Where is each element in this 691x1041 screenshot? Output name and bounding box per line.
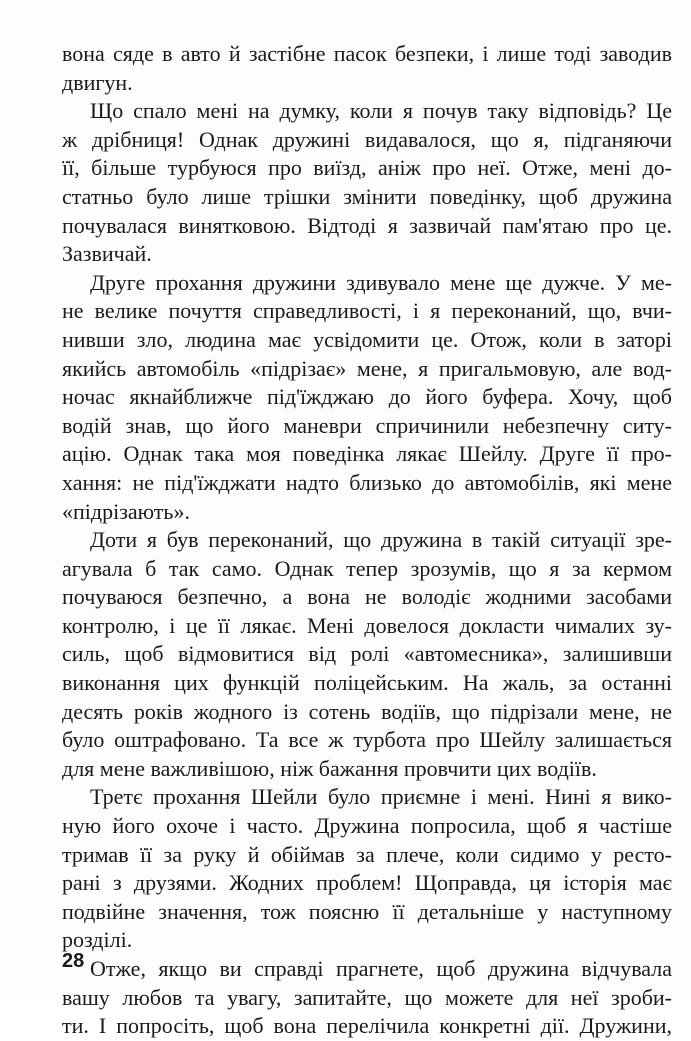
text-line: почувалася винятковою. Відтоді я зазвичай пам'ятаю про це. — [62, 212, 672, 238]
text-line: десять років жодного із сотень водіїв, що підрізали мене, не — [62, 698, 672, 724]
text-line: водій знав, що його маневри спричинили небезпечну ситу- — [62, 412, 672, 438]
text-line: вашу любов та увагу, запитайте, що можете для неї зроби- — [62, 984, 672, 1010]
text-line: не велике почуття справедливості, і я переконаний, що, вчи- — [62, 298, 672, 324]
text-line: виконання цих функцій поліцейським. На жаль, за останні — [62, 670, 672, 696]
text-line: подвійне значення, тож поясню її детальніше у наступному — [62, 898, 672, 924]
text-line: двигун. — [62, 69, 133, 95]
text-line: якийсь автомобіль «підрізає» мене, я пригальмовую, але вод- — [62, 355, 672, 381]
text-line: Отже, якщо ви справді прагнете, щоб дружина відчувала — [90, 956, 672, 981]
text-line: ную його охоче і часто. Дружина попросила, щоб я частіше — [62, 813, 672, 839]
text-line: ти. І попросіть, щоб вона перелічила конкретні дії. Дружини, — [62, 1013, 672, 1039]
text-line: силь, щоб відмовитися від ролі «автомесника», залишивши — [62, 641, 672, 667]
text-line: ночас якнайближче під'їжджаю до його буфера. Хочу, щоб — [62, 384, 672, 410]
text-line: Що спало мені на думку, коли я почув таку відповідь? Це — [90, 98, 672, 124]
text-line: її, більше турбуюся про виїзд, аніж про неї. Отже, мені до- — [62, 155, 672, 181]
text-line: нивши зло, людина має усвідомити це. Отож, коли в заторі — [62, 326, 672, 352]
text-line: хання: не під'їжджати надто близько до автомобілів, які мене — [62, 469, 672, 495]
text-line: почуваюся безпечно, а вона не володіє жодними засобами — [62, 584, 672, 610]
text-line: «підрізають». — [62, 498, 190, 524]
text-line: Третє прохання Шейли було приємне і мені. Нині я вико- — [90, 784, 672, 810]
text-line: було оштрафовано. Та все ж турбота про Шейлу залишається — [62, 727, 672, 753]
text-line: ж дрібниця! Однак дружині видавалося, що я, підганяючи — [62, 126, 672, 152]
text-line: Зазвичай. — [62, 241, 152, 267]
text-line: вона сяде в авто й застібне пасок безпеки, і лише тоді заводив — [62, 41, 672, 66]
page-number: 28 — [62, 950, 85, 972]
text-line: для мене важливішою, ніж бажання провчити цих водіїв. — [62, 755, 597, 781]
text-line: агувала б так само. Однак тепер зрозумів, що я за кермом — [62, 555, 672, 581]
text-line: Друге прохання дружини здивувало мене ще дужче. У ме- — [90, 269, 672, 295]
text-line: розділі. — [62, 927, 133, 953]
text-line: Доти я був переконаний, що дружина в такій ситуації зре- — [90, 527, 672, 553]
text-line: ацію. Однак така моя поведінка лякає Шейлу. Друге її про- — [62, 441, 672, 467]
text-line: контролю, і це її лякає. Мені довелося докласти чималих зу- — [62, 612, 672, 638]
body-text — [62, 40, 672, 1041]
text-line: статньо було лише трішки змінити поведінку, щоб дружина — [62, 183, 672, 209]
text-line: тримав її за руку й обіймав за плече, коли сидимо у ресто- — [62, 841, 672, 867]
text-line: рані з друзями. Жодних проблем! Щоправда, ця історія має — [62, 870, 672, 896]
